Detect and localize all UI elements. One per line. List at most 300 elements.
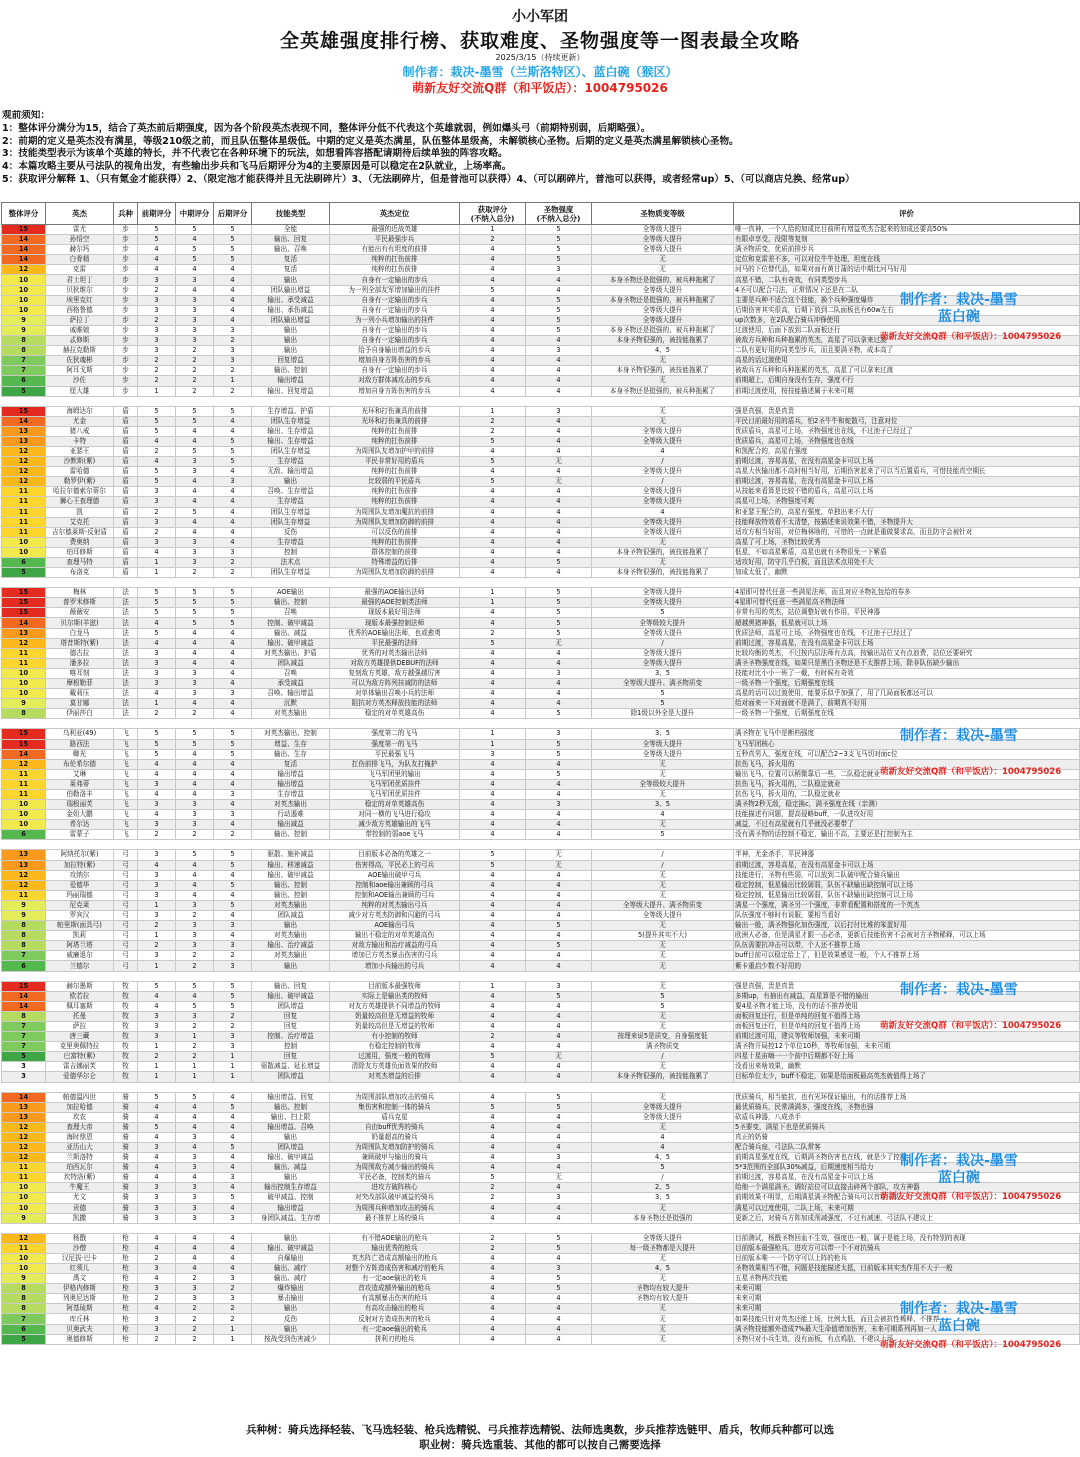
mid-score: 4 — [176, 265, 214, 275]
hero-name: 薇薇安 — [46, 608, 114, 618]
obtain-score: 4 — [460, 497, 526, 507]
obtain-score: 4 — [460, 245, 526, 255]
early-score: 2 — [138, 1334, 176, 1344]
obtain-score: 4 — [460, 568, 526, 578]
table-row — [2, 618, 1080, 628]
overall-score: 9 — [2, 699, 46, 709]
late-score: 4 — [214, 487, 252, 497]
troop-type: 骑 — [114, 1142, 138, 1152]
early-score: 1 — [138, 961, 176, 971]
late-score: 4 — [214, 467, 252, 477]
relic-strength: 4 — [526, 789, 592, 799]
skill-type: 输出、扫上限 — [252, 1112, 330, 1122]
table-row — [2, 1294, 1080, 1304]
obtain-score: 2 — [460, 628, 526, 638]
skill-type: 复活 — [252, 759, 330, 769]
skill-type: 破甲减益、控制 — [252, 1193, 330, 1203]
late-score: 3 — [214, 547, 252, 557]
review: 配合骑兵座，弓法队二队常客 — [734, 1142, 1080, 1152]
early-score: 1 — [138, 558, 176, 568]
relic-strength: 4 — [526, 517, 592, 527]
troop-type: 步 — [114, 325, 138, 335]
hero-name: 玛丽瑞德 — [46, 890, 114, 900]
late-score: 5 — [214, 1142, 252, 1152]
hero-role: 稳定的对单英雄高伤 — [330, 709, 460, 719]
early-score: 3 — [138, 800, 176, 810]
late-score: 5 — [214, 245, 252, 255]
hero-name: 戚睢娘 — [46, 325, 114, 335]
hero-name: 汉尼拔·巴卡 — [46, 1253, 114, 1263]
mid-score: 1 — [176, 1032, 214, 1042]
relic-strength: 5 — [526, 921, 592, 931]
overall-score: 9 — [2, 1213, 46, 1223]
late-score: 5 — [214, 225, 252, 235]
relic-strength: 4 — [526, 951, 592, 961]
author-watermark: 制作者：栽决-墨雪 — [900, 982, 1018, 998]
obtain-score: 2 — [460, 1233, 526, 1243]
skill-type: 输出增益、回复 — [252, 1092, 330, 1102]
hero-name: 佐狄魂彬 — [46, 356, 114, 366]
troop-type: 盾 — [114, 416, 138, 426]
hero-role: 最不推荐上场的骑兵 — [330, 1213, 460, 1223]
skill-type: 输出、控制 — [252, 1102, 330, 1112]
relic-level: 无 — [592, 981, 734, 991]
hero-name: 埃里克红 — [46, 295, 114, 305]
early-score: 4 — [138, 457, 176, 467]
early-score: 4 — [138, 255, 176, 265]
review: 满圣物在飞马中是断档强度 — [734, 729, 1080, 739]
obtain-score: 1 — [460, 406, 526, 416]
relic-strength: 4 — [526, 1304, 592, 1314]
skill-type: 控制、破甲减益 — [252, 618, 330, 628]
review: 紫卡重启少数不好用的 — [734, 961, 1080, 971]
overall-score: 15 — [2, 588, 46, 598]
troop-type: 盾 — [114, 446, 138, 456]
obtain-score: 4 — [460, 800, 526, 810]
early-score: 5 — [138, 739, 176, 749]
hero-name: 珀西瓦尔 — [46, 1163, 114, 1173]
troop-type: 盾 — [114, 568, 138, 578]
mid-score: 4 — [176, 1102, 214, 1112]
table-row — [2, 699, 1080, 709]
table-row — [2, 1021, 1080, 1031]
overall-score: 6 — [2, 376, 46, 386]
troop-type: 飞 — [114, 800, 138, 810]
overall-score: 15 — [2, 598, 46, 608]
skill-type: 行动遏难 — [252, 810, 330, 820]
early-score: 4 — [138, 1132, 176, 1142]
early-score: 2 — [138, 446, 176, 456]
relic-level: / — [592, 1052, 734, 1062]
late-score: 5 — [214, 981, 252, 991]
overall-score: 9 — [2, 911, 46, 921]
hero-name: 贡德 — [46, 1203, 114, 1213]
relic-strength: 3 — [526, 1193, 592, 1203]
overall-score: 14 — [2, 991, 46, 1001]
relic-strength: 4 — [526, 1163, 592, 1173]
troop-type: 法 — [114, 588, 138, 598]
mid-score: 3 — [176, 1294, 214, 1304]
table-row — [2, 467, 1080, 477]
late-score: 4 — [214, 497, 252, 507]
early-score: 2 — [138, 285, 176, 295]
skill-type: AOE输出 — [252, 588, 330, 598]
overall-score: 14 — [2, 1001, 46, 1011]
relic-strength: 3 — [526, 1153, 592, 1163]
hero-name: 瑞根丽芙 — [46, 800, 114, 810]
relic-strength: 4 — [526, 1042, 592, 1052]
relic-strength: 5 — [526, 1092, 592, 1102]
obtain-score: 4 — [460, 779, 526, 789]
early-score: 3 — [138, 487, 176, 497]
troop-type: 枪 — [114, 1253, 138, 1263]
obtain-score: 4 — [460, 1253, 526, 1263]
troop-type: 枪 — [114, 1324, 138, 1334]
section-gap — [2, 396, 1080, 406]
late-score: 4 — [214, 265, 252, 275]
relic-level: / — [592, 638, 734, 648]
table-row — [2, 386, 1080, 396]
overall-score: 10 — [2, 295, 46, 305]
obtain-score: 3 — [460, 749, 526, 759]
overall-score: 8 — [2, 1011, 46, 1021]
obtain-score: 4 — [460, 991, 526, 1001]
overall-score: 7 — [2, 366, 46, 376]
relic-strength: 5 — [526, 1243, 592, 1253]
skill-type: 输出、回复 — [252, 235, 330, 245]
late-score: 2 — [214, 830, 252, 840]
relic-level: 全等级大提升 — [592, 467, 734, 477]
skill-type: 输出 — [252, 346, 330, 356]
relic-strength: 4 — [526, 1001, 592, 1011]
troop-type: 飞 — [114, 729, 138, 739]
review: 优质盾兵，高星可上场，圣物强度也在线，不过池子已经过了 — [734, 426, 1080, 436]
review: 如果技能只针对英杰还能上场，比例太低，而且会被抗性稀释，不推荐 — [734, 1314, 1080, 1324]
troop-type: 法 — [114, 628, 138, 638]
troop-type: 牧 — [114, 1021, 138, 1031]
overall-score: 11 — [2, 527, 46, 537]
relic-level: 5(提升其实不大) — [592, 931, 734, 941]
obtain-score: 4 — [460, 1213, 526, 1223]
late-score: 4 — [214, 1153, 252, 1163]
table-row — [2, 416, 1080, 426]
hero-role: 有高额暴击伤害的枪兵 — [330, 1294, 460, 1304]
early-score: 4 — [138, 547, 176, 557]
hero-name: 雷吉娜丽芙 — [46, 1062, 114, 1072]
relic-strength: 4 — [526, 507, 592, 517]
relic-strength: 5 — [526, 245, 592, 255]
early-score: 3 — [138, 295, 176, 305]
skill-type: 输出、回复 — [252, 981, 330, 991]
relic-level: 4、5 — [592, 346, 734, 356]
mid-score: 3 — [176, 315, 214, 325]
late-score: 4 — [214, 709, 252, 719]
hero-role: 增加小兵输出的弓兵 — [330, 961, 460, 971]
obtain-score: 4 — [460, 487, 526, 497]
skill-type: 输出、控制 — [252, 366, 330, 376]
mid-score: 5 — [176, 739, 214, 749]
review: 被敌方兵种和兵种拖累的英杰，高星了可以拿来过渡 — [734, 336, 1080, 346]
obtain-score: 4 — [460, 1112, 526, 1122]
troop-type: 枪 — [114, 1334, 138, 1344]
review: 最优质骑兵，民常满满多，强度在线，圣物也强 — [734, 1102, 1080, 1112]
table-row — [2, 517, 1080, 527]
obtain-score: 1 — [460, 598, 526, 608]
troop-type: 步 — [114, 305, 138, 315]
table-row — [2, 305, 1080, 315]
obtain-score: 2 — [460, 1032, 526, 1042]
overall-score: 12 — [2, 638, 46, 648]
hero-name: 狮心王查理德 — [46, 497, 114, 507]
early-score: 2 — [138, 527, 176, 537]
review: 前期高星强度在线，后期满圣物伤害也在线，就是少了控制 — [734, 1153, 1080, 1163]
overall-score: 6 — [2, 961, 46, 971]
obtain-score: 4 — [460, 1334, 526, 1344]
table-row — [2, 638, 1080, 648]
relic-strength: 4 — [526, 911, 592, 921]
hero-role: 有不错AOE输出的枪兵 — [330, 1233, 460, 1243]
skill-type: 生存增益 — [252, 457, 330, 467]
hero-name: 巴富特(紫) — [46, 1052, 114, 1062]
hero-name: 塔昔斯特(紫) — [46, 638, 114, 648]
table-row — [2, 941, 1080, 951]
overall-score: 13 — [2, 850, 46, 860]
notes-title: 观前须知： — [2, 110, 50, 121]
early-score: 2 — [138, 507, 176, 517]
late-score: 4 — [214, 537, 252, 547]
table-row — [2, 315, 1080, 325]
relic-strength: 4 — [526, 275, 592, 285]
skill-type: 输出增益 — [252, 1203, 330, 1213]
overall-score: 9 — [2, 325, 46, 335]
mid-score: 4 — [176, 638, 214, 648]
hero-ranking-table — [1, 202, 1080, 1345]
hero-role: 为周围队友增加防御的前排 — [330, 517, 460, 527]
table-body — [2, 225, 1080, 1345]
troop-type: 骑 — [114, 1193, 138, 1203]
troop-type: 飞 — [114, 830, 138, 840]
hero-name: 阿基琉斯 — [46, 1304, 114, 1314]
mid-score: 2 — [176, 1042, 214, 1052]
early-score: 4 — [138, 618, 176, 628]
relic-level: 全等级大提升 — [592, 517, 734, 527]
table-row — [2, 981, 1080, 991]
hero-name: 白骨精 — [46, 255, 114, 265]
review: 强是真强，贵是真贵 — [734, 981, 1080, 991]
relic-strength: 4 — [526, 285, 592, 295]
overall-score: 10 — [2, 275, 46, 285]
hero-name: 费奥纳 — [46, 537, 114, 547]
hero-name: 雷尤 — [46, 225, 114, 235]
early-score: 3 — [138, 517, 176, 527]
troop-type: 盾 — [114, 477, 138, 487]
early-score: 1 — [138, 1062, 176, 1072]
review: 非常有用的英杰，站位调整好就有作用，平民神器 — [734, 608, 1080, 618]
relic-strength: 5 — [526, 598, 592, 608]
overall-score: 13 — [2, 436, 46, 446]
relic-level: 无 — [592, 1304, 734, 1314]
troop-type: 法 — [114, 699, 138, 709]
troop-type: 步 — [114, 275, 138, 285]
skill-type: 团队增益 — [252, 1072, 330, 1082]
hero-role: AOE输出破甲弓兵 — [330, 870, 460, 880]
overall-score: 8 — [2, 336, 46, 346]
table-row — [2, 1142, 1080, 1152]
obtain-score: 4 — [460, 507, 526, 517]
late-score: 4 — [214, 1233, 252, 1243]
troop-type: 骑 — [114, 1183, 138, 1193]
hero-role: 纯粹的扛伤前排 — [330, 436, 460, 446]
review: 五星圣物两次技能 — [734, 1274, 1080, 1284]
hero-role: 奶量较高但是无增益的牧师 — [330, 1021, 460, 1031]
hero-role: 给予自身输出增益的步兵 — [330, 346, 460, 356]
overall-score: 10 — [2, 1264, 46, 1274]
table-row — [2, 769, 1080, 779]
relic-strength: 4 — [526, 467, 592, 477]
skill-type: 团队生存增益 — [252, 568, 330, 578]
col-header: 评价 — [734, 203, 1080, 225]
late-score: 5 — [214, 749, 252, 759]
review: up次数多，在2队配合骑兵冲锋使用 — [734, 315, 1080, 325]
troop-type: 法 — [114, 648, 138, 658]
troop-type: 枪 — [114, 1243, 138, 1253]
relic-level: 无 — [592, 1253, 734, 1263]
relic-strength: 4 — [526, 679, 592, 689]
hero-role: 稳定的对单英雄高伤 — [330, 800, 460, 810]
troop-type: 弓 — [114, 951, 138, 961]
mid-score: 2 — [176, 911, 214, 921]
relic-strength: 4 — [526, 931, 592, 941]
early-score: 3 — [138, 648, 176, 658]
hero-name: 萨拉 — [46, 1021, 114, 1031]
relic-strength: 3 — [526, 800, 592, 810]
late-score: 4 — [214, 800, 252, 810]
table-row — [2, 588, 1080, 598]
skill-type: 输出 — [252, 336, 330, 346]
hero-role: 实际上是输出类的牧师 — [330, 991, 460, 1001]
relic-level: 全等级大提升 — [592, 235, 734, 245]
relic-strength: 4 — [526, 547, 592, 557]
early-score: 3 — [138, 1203, 176, 1213]
troop-type: 法 — [114, 689, 138, 699]
col-header: 获取评分 (不纳入总分) — [460, 203, 526, 225]
table-row — [2, 477, 1080, 487]
troop-type: 骑 — [114, 1163, 138, 1173]
hero-role: 光环和打伤兼具的前排 — [330, 406, 460, 416]
obtain-score: 4 — [460, 315, 526, 325]
hero-name: 威廉退尔 — [46, 951, 114, 961]
hero-role: 为周围队友增加防护的骑兵 — [330, 1142, 460, 1152]
skill-type: 无敌、输出增益 — [252, 467, 330, 477]
hero-role: 纯粹的对英杰输出弓兵 — [330, 900, 460, 910]
review: 五秒真男人，强度在线，可以配合2~3支飞马切对面c位 — [734, 749, 1080, 759]
overall-score: 11 — [2, 507, 46, 517]
col-header: 前期评分 — [138, 203, 176, 225]
relic-level: 圣物均有较大提升 — [592, 1294, 734, 1304]
skill-type: 回复 — [252, 1052, 330, 1062]
review: 技能释放特效看不太清楚，按描述来说效果不错，圣物提升大 — [734, 517, 1080, 527]
skill-type: 反伤 — [252, 1314, 330, 1324]
skill-type: 输出、治疗减益 — [252, 941, 330, 951]
overall-score: 5 — [2, 568, 46, 578]
mid-score: 3 — [176, 941, 214, 951]
skill-type: 回复 — [252, 1021, 330, 1031]
skill-type: 召唤 — [252, 608, 330, 618]
table-row — [2, 1264, 1080, 1274]
overall-score: 9 — [2, 1274, 46, 1284]
troop-type: 牧 — [114, 991, 138, 1001]
relic-strength: 4 — [526, 1334, 592, 1344]
table-row — [2, 1112, 1080, 1122]
troop-type: 骑 — [114, 1102, 138, 1112]
skill-type: 生存增益、护盾 — [252, 406, 330, 416]
table-row — [2, 1183, 1080, 1193]
overall-score: 9 — [2, 315, 46, 325]
early-score: 3 — [138, 336, 176, 346]
hero-name: 唐三藏 — [46, 1032, 114, 1042]
skill-type: 按战受到伤害减少 — [252, 1334, 330, 1344]
hero-name: 伯勒洛丰 — [46, 789, 114, 799]
review: 二队有更好用的同类型步兵，而且要满圣物，成本高了 — [734, 346, 1080, 356]
review: 超越黑猪神器，低星就可以上场 — [734, 618, 1080, 628]
troop-type: 弓 — [114, 961, 138, 971]
overall-score: 5 — [2, 1334, 46, 1344]
hero-role: 强度第二的飞马 — [330, 729, 460, 739]
table-row — [2, 759, 1080, 769]
hero-role: 奶量超高的骑兵 — [330, 1132, 460, 1142]
relic-strength: 4 — [526, 830, 592, 840]
hero-name: 亚历山大 — [46, 1142, 114, 1152]
hero-role: 清除友方英雄负面效果的牧师 — [330, 1062, 460, 1072]
early-score: 3 — [138, 1193, 176, 1203]
skill-type: 输出、破甲减益 — [252, 991, 330, 1001]
late-score: 3 — [214, 689, 252, 699]
early-score: 4 — [138, 1153, 176, 1163]
hero-name: 爱德华 — [46, 880, 114, 890]
hero-role: 平民最强步兵 — [330, 235, 460, 245]
relic-level: 5 — [592, 830, 734, 840]
relic-level: 满圣物质变 — [592, 1042, 734, 1052]
early-score: 3 — [138, 870, 176, 880]
relic-strength: 5 — [526, 235, 592, 245]
section-gap — [2, 1223, 1080, 1233]
table-row — [2, 850, 1080, 860]
mid-score: 3 — [176, 558, 214, 568]
table-row — [2, 336, 1080, 346]
review: 前期效果不明显，后期满星满圣物配合骑兵可以首穿一队 — [734, 1193, 1080, 1203]
overall-score: 12 — [2, 265, 46, 275]
review: 输出飞马，位置可以稍微靠后一些，二队稳定就业 — [734, 769, 1080, 779]
obtain-score: 4 — [460, 820, 526, 830]
skill-type: 输出 — [252, 1173, 330, 1183]
hero-name: 列奥尼达斯 — [46, 1294, 114, 1304]
review: 前期过渡，容易高星，在没有高星金卡可以上场 — [734, 1173, 1080, 1183]
footer-line-2: 职业树：骑兵选重装、其他的都可以按自己需要选择 — [419, 1439, 661, 1451]
early-score: 4 — [138, 1173, 176, 1183]
troop-type: 法 — [114, 709, 138, 719]
overall-score: 8 — [2, 346, 46, 356]
hero-role: 目前版本最强牧师 — [330, 981, 460, 991]
late-score: 5 — [214, 608, 252, 618]
overall-score: 8 — [2, 921, 46, 931]
author-watermark: 制作者：栽决-墨雪 蓝白碗 — [900, 292, 1018, 325]
obtain-score: 4 — [460, 1011, 526, 1021]
table-row — [2, 497, 1080, 507]
troop-type: 骑 — [114, 1173, 138, 1183]
relic-level: 无 — [592, 759, 734, 769]
org-name: 小小军团 — [512, 9, 568, 25]
troop-type: 飞 — [114, 789, 138, 799]
